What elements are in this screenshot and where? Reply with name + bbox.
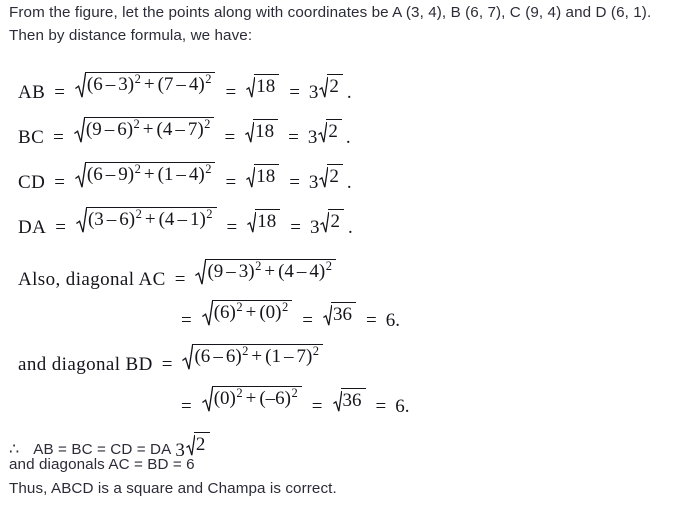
radical-tick-icon: [202, 300, 213, 326]
diagonal-ac-lead: Also, diagonal AC: [18, 269, 166, 290]
radical-tick-icon: [202, 386, 213, 412]
equation-row-bc: [18, 117, 351, 149]
equals-sign: =: [288, 127, 299, 148]
equals-sign: =: [302, 310, 313, 331]
intro-line-2: Then by distance formula, we have:: [9, 27, 253, 44]
radical-18: [246, 74, 279, 98]
equation-row-ab: [18, 72, 352, 104]
diagonal-ac-row: [18, 259, 337, 291]
conclusion-sides-text: AB = BC = CD = DA: [33, 441, 172, 458]
intro-line-1: From the figure, let the points along with coordinates be A (3, 4), B (6, 7), C (9, 4) and D (6, 1).: [9, 4, 652, 21]
equation-label-da: DA: [18, 217, 47, 238]
coefficient: 3: [175, 440, 185, 461]
radical-distance-bc: [74, 117, 215, 143]
diagonal-ac-result-row: [172, 300, 400, 332]
radical-tick-icon: [74, 117, 85, 143]
radical-ac-simplified: [202, 300, 293, 326]
equation-label-ab: AB: [18, 82, 46, 103]
radical-bd-simplified: [202, 386, 302, 412]
equals-sign: =: [366, 310, 377, 331]
radical-tick-icon: [182, 344, 193, 370]
equals-sign: =: [54, 82, 65, 103]
equals-sign: =: [174, 269, 186, 290]
radical-distance-ab: [75, 72, 216, 98]
equation-row-cd: [18, 162, 352, 194]
diagonal-bd-result-row: [172, 386, 409, 418]
equals-sign: =: [375, 396, 387, 417]
radical-distance-da: [76, 207, 217, 233]
equals-sign: =: [181, 310, 192, 331]
radicand-36: 36: [331, 302, 356, 326]
equals-sign: =: [54, 172, 65, 193]
radical-2: [319, 74, 343, 98]
diagonal-bd-lead: and diagonal BD: [18, 354, 153, 375]
radical-tick-icon: [247, 211, 256, 233]
coefficient: 3: [308, 82, 319, 103]
diagonal-bd-row: [18, 344, 324, 376]
equals-sign: =: [161, 354, 173, 375]
radicand-bd-simplified: $(0)^2 + (-6)^2$: [212, 386, 302, 412]
radicand-18: 18: [254, 74, 279, 98]
radicand-18: 18: [255, 209, 280, 233]
radical-distance-cd: [75, 162, 216, 188]
therefore-icon: ∴: [9, 441, 20, 458]
radical-2: [320, 209, 344, 233]
period: .: [347, 217, 353, 238]
radical-tick-icon: [76, 207, 87, 233]
radical-diagonal-ac: [195, 259, 336, 285]
radicand-2: 2: [326, 119, 342, 143]
radical-diagonal-bd: [182, 344, 323, 370]
coefficient: 3: [308, 172, 319, 193]
radical-36: [323, 302, 356, 326]
equals-sign: =: [290, 217, 301, 238]
coefficient: 3: [309, 217, 320, 238]
radical-2: [318, 119, 342, 143]
radical-tick-icon: [323, 304, 332, 326]
radical-18: [245, 119, 278, 143]
equals-sign: =: [225, 82, 237, 103]
radical-2: [186, 432, 210, 456]
radical-tick-icon: [318, 121, 327, 143]
radical-tick-icon: [186, 434, 195, 456]
radicand-2: 2: [194, 432, 210, 456]
conclusion-line-2: and diagonals AC = BD = 6: [9, 456, 195, 473]
diagonal-bd-value: 6.: [395, 396, 410, 417]
period: .: [346, 82, 352, 103]
radicand-ab: (6 – 3)$^2$ + (7 – 4)$^2$: [85, 72, 216, 98]
radicand-18: 18: [254, 164, 279, 188]
radicand-2: 2: [327, 74, 343, 98]
radicand-ac-simplified: $(6)^2 + (0)^2$: [212, 300, 293, 326]
equation-row-da: [18, 207, 353, 239]
equals-sign: =: [311, 396, 323, 417]
radical-tick-icon: [75, 162, 86, 188]
radicand-2: 2: [327, 164, 343, 188]
radicand-2: 2: [328, 209, 344, 233]
radical-tick-icon: [195, 259, 206, 285]
radical-36: [333, 388, 366, 412]
equals-sign: =: [289, 172, 300, 193]
equals-sign: =: [225, 172, 237, 193]
equals-sign: =: [226, 217, 238, 238]
equals-sign: =: [181, 396, 192, 417]
radicand-18: 18: [253, 119, 278, 143]
period: .: [345, 127, 351, 148]
radical-tick-icon: [319, 166, 328, 188]
radical-tick-icon: [245, 121, 254, 143]
radicand-36: 36: [341, 388, 366, 412]
diagonal-ac-value: 6.: [385, 310, 400, 331]
radicand-bd: (6 – 6)$^2$ + (1 – 7)$^2$: [192, 344, 323, 370]
radicand-cd: (6 – 9)$^2$ + (1 – 4)$^2$: [85, 162, 216, 188]
radical-tick-icon: [246, 76, 255, 98]
equals-sign: =: [55, 217, 66, 238]
radical-tick-icon: [320, 211, 329, 233]
equation-label-bc: BC: [18, 127, 45, 148]
radical-2: [319, 164, 343, 188]
period: .: [346, 172, 352, 193]
radicand-bc: (9 – 6)$^2$ + (4 – 7)$^2$: [84, 117, 215, 143]
equation-label-cd: CD: [18, 172, 46, 193]
radical-18: [247, 209, 280, 233]
radicand-da: (3 – 6)$^2$ + (4 – 1)$^2$: [86, 207, 217, 233]
radical-tick-icon: [75, 72, 86, 98]
equals-sign: =: [53, 127, 64, 148]
conclusion-line-3: Thus, ABCD is a square and Champa is correct.: [9, 480, 337, 497]
equals-sign: =: [224, 127, 236, 148]
radical-18: [246, 164, 279, 188]
equals-sign: =: [289, 82, 300, 103]
radicand-ac: (9 – 3)$^2$ + (4 – 4)$^2$: [205, 259, 336, 285]
radical-tick-icon: [333, 390, 342, 412]
coefficient: 3: [307, 127, 318, 148]
radical-tick-icon: [246, 166, 255, 188]
radical-tick-icon: [319, 76, 328, 98]
